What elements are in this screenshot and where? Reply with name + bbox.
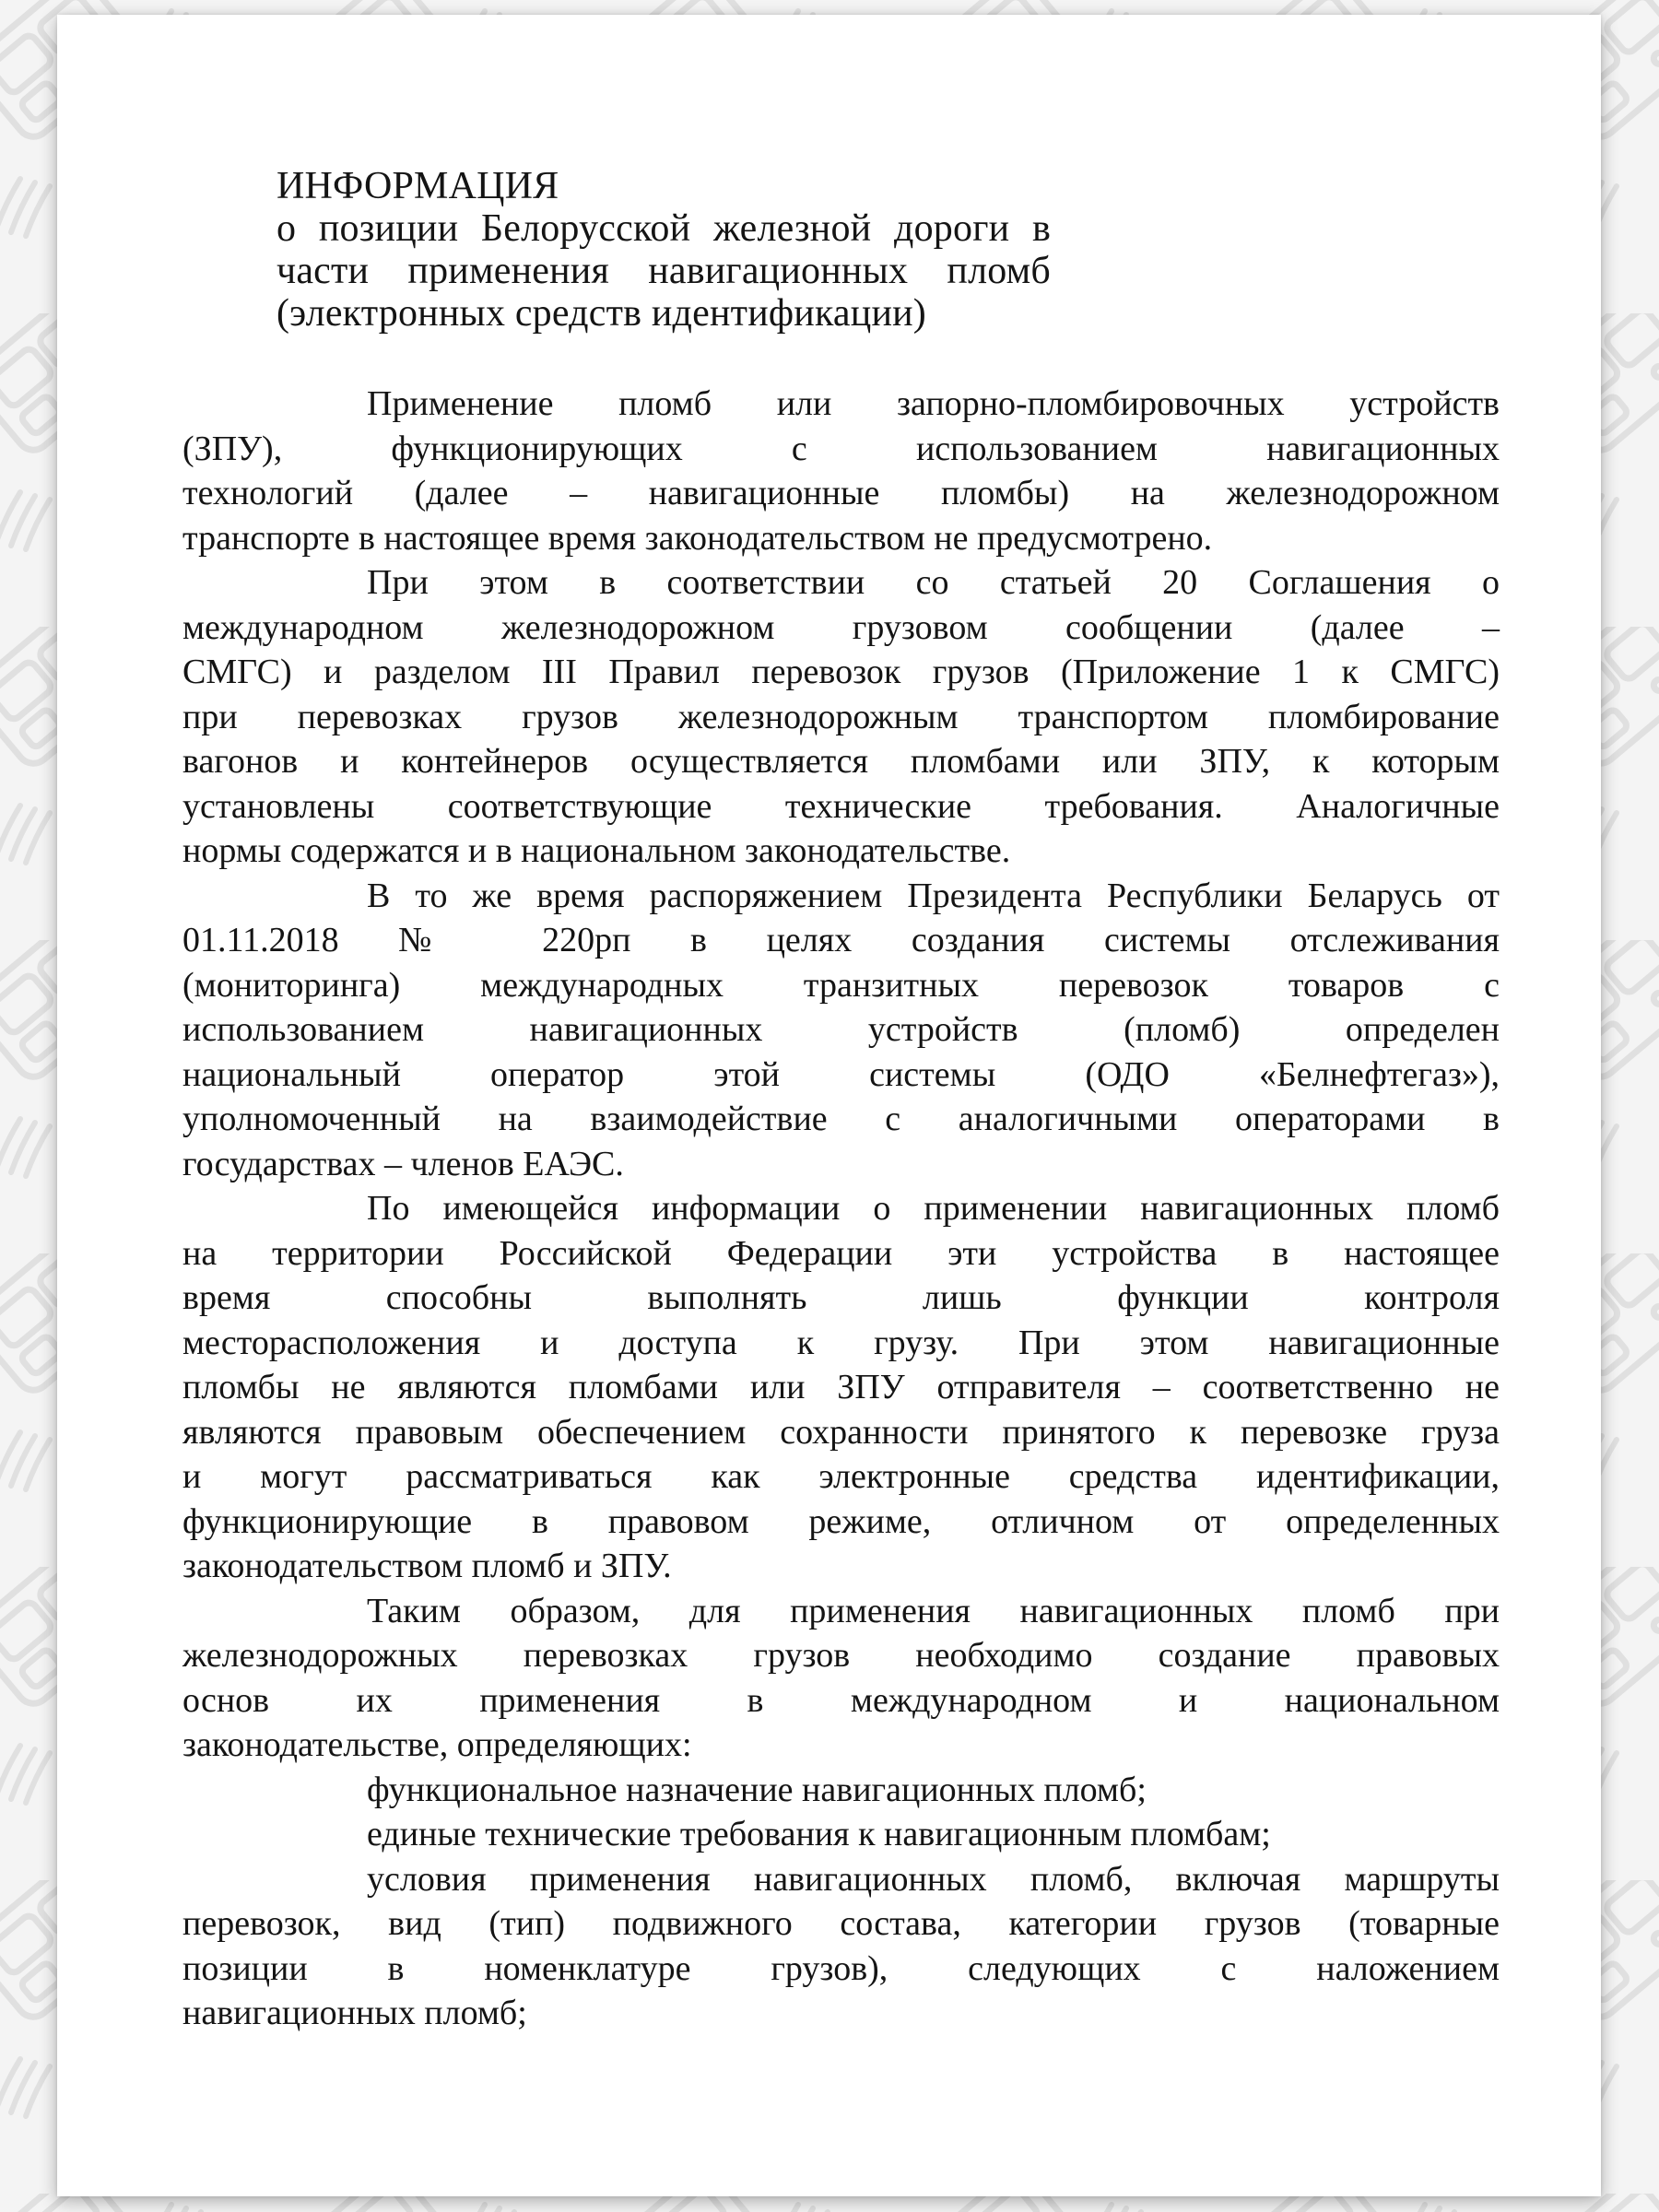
- body-line: при перевозках грузов железнодорожным транспортом пломбирование: [182, 697, 1500, 736]
- body-line: функциональное назначение навигационных пломб;: [367, 1770, 1147, 1809]
- body-line: законодательстве, определяющих:: [182, 1725, 692, 1764]
- body-line: месторасположения и доступа к грузу. При этом навигационные: [182, 1323, 1500, 1362]
- body-line: вагонов и контейнеров осуществляется пломбами или ЗПУ, к которым: [182, 742, 1500, 781]
- body-line: являются правовым обеспечением сохранности принятого к перевозке груза: [182, 1412, 1500, 1452]
- body-line: технологий (далее – навигационные пломбы) на железнодорожном: [182, 474, 1500, 512]
- body-line: железнодорожных перевозках грузов необходимо создание правовых: [182, 1636, 1500, 1675]
- body-line: СМГС) и разделом III Правил перевозок грузов (Приложение 1 к СМГС): [182, 653, 1500, 691]
- body-line: время способны выполнять лишь функции контроля: [182, 1278, 1500, 1317]
- body-line: (ЗПУ), функционирующих с использованием навигационных: [182, 429, 1500, 468]
- body-line: и могут рассматриваться как электронные средства идентификации,: [182, 1457, 1500, 1496]
- body-line: По имеющейся информации о применении навигационных пломб: [367, 1189, 1500, 1228]
- body-line: При этом в соответствии со статьей 20 Соглашения о: [367, 563, 1500, 602]
- body-line: 01.11.2018 № 220рп в целях создания системы отслеживания: [182, 921, 1500, 959]
- document-heading: [276, 165, 1051, 335]
- body-line: позиции в номенклатуре грузов), следующих с наложением: [182, 1948, 1500, 1988]
- body-line: транспорте в настоящее время законодательством не предусмотрено.: [182, 518, 1213, 558]
- body-line: уполномоченный на взаимодействие с аналогичными операторами в: [182, 1100, 1500, 1138]
- heading-line: (электронных средств идентификации): [276, 292, 926, 335]
- heading-line: ИНФОРМАЦИЯ: [276, 165, 559, 207]
- document-page: [57, 15, 1601, 2196]
- body-line: В то же время распоряжением Президента Республики Беларусь от: [367, 876, 1500, 915]
- heading-line: о позиции Белорусской железной дороги в: [276, 207, 1051, 250]
- body-line: перевозок, вид (тип) подвижного состава, категории грузов (товарные: [182, 1904, 1500, 1943]
- body-line: национальный оператор этой системы (ОДО «Белнефтегаз»),: [182, 1054, 1500, 1094]
- body-line: условия применения навигационных пломб, включая маршруты: [367, 1859, 1500, 1899]
- body-line: нормы содержатся и в национальном законодательстве.: [182, 831, 1011, 870]
- body-line: основ их применения в международном и национальном: [182, 1680, 1500, 1720]
- body-line: навигационных пломб;: [182, 1994, 527, 2032]
- document-body: [182, 382, 1500, 2036]
- body-line: (мониторинга) международных транзитных перевозок товаров с: [182, 965, 1500, 1005]
- body-line: Таким образом, для применения навигационных пломб при: [367, 1591, 1500, 1630]
- heading-line: части применения навигационных пломб: [276, 250, 1051, 292]
- body-line: международном железнодорожном грузовом сообщении (далее –: [182, 607, 1500, 647]
- body-line: на территории Российской Федерации эти устройства в настоящее: [182, 1233, 1500, 1273]
- body-line: законодательством пломб и ЗПУ.: [182, 1547, 672, 1585]
- body-line: единые технические требования к навигационным пломбам;: [367, 1815, 1271, 1853]
- body-line: установлены соответствующие технические требования. Аналогичные: [182, 786, 1500, 826]
- body-line: использованием навигационных устройств (пломб) определен: [182, 1010, 1500, 1049]
- body-line: пломбы не являются пломбами или ЗПУ отправителя – соответственно не: [182, 1368, 1500, 1406]
- body-line: функционирующие в правовом режиме, отличном от определенных: [182, 1501, 1500, 1541]
- body-line: государствах – членов ЕАЭС.: [182, 1144, 624, 1183]
- body-line: Применение пломб или запорно-пломбировочных устройств: [367, 384, 1500, 423]
